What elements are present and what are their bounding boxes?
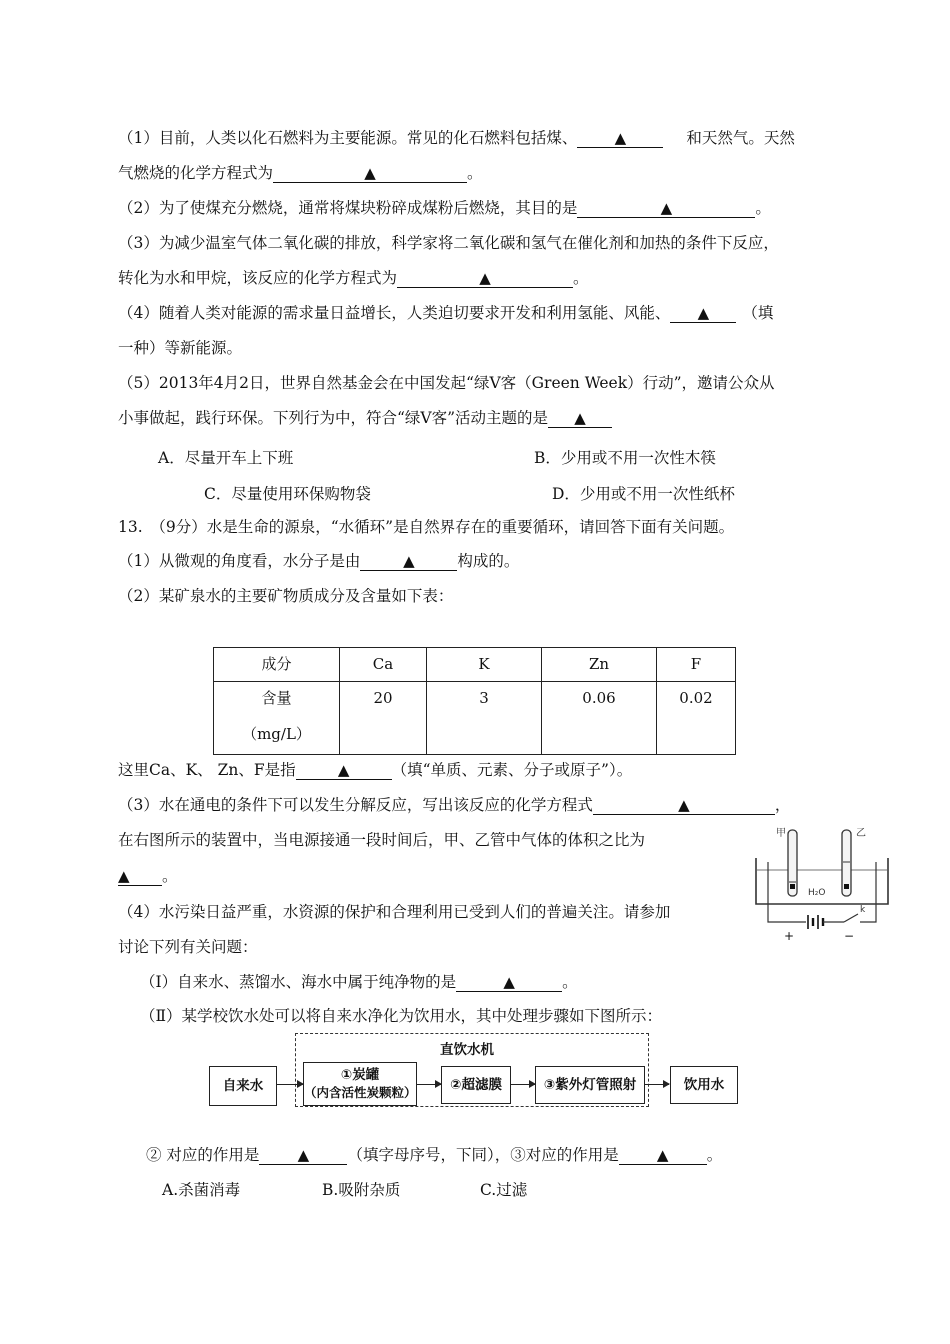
q13-p4-line1: （4）水污染日益严重，水资源的保护和合理利用已受到人们的普遍关注。请参加 bbox=[118, 903, 671, 921]
table-cell: 0.06 bbox=[542, 682, 657, 755]
table-row-label: 含量 （mg/L） bbox=[214, 682, 340, 755]
q13-part-i: （Ⅰ）自来水、蒸馏水、海水中属于纯净物的是 ▲ 。 bbox=[140, 973, 578, 991]
mineral-table bbox=[213, 647, 736, 755]
answer-blank[interactable]: ▲ bbox=[577, 129, 663, 148]
q13-p3-line3: ▲ 。 bbox=[118, 867, 178, 885]
answer-blank[interactable]: ▲ bbox=[548, 409, 612, 428]
q13-roles: ② 对应的作用是 ▲ （填字母序号，下同），③对应的作用是 ▲ 。 bbox=[146, 1146, 723, 1164]
q12-p5-line2: 小事做起，践行环保。下列行为中，符合“绿V客”活动主题的是 ▲ bbox=[118, 408, 612, 428]
uv-lamp-box: ③紫外灯管照射 bbox=[535, 1066, 645, 1104]
q12-p3-line2: 转化为水和甲烷，该反应的化学方程式为 ▲ 。 bbox=[118, 269, 589, 287]
flow-arrow bbox=[645, 1084, 669, 1085]
answer-blank[interactable]: ▲ bbox=[670, 304, 736, 323]
wire-left bbox=[768, 862, 782, 922]
tube-jia-label: 甲 bbox=[776, 828, 786, 839]
answer-blank[interactable]: ▲ bbox=[619, 1146, 707, 1165]
flow-arrow bbox=[417, 1084, 441, 1085]
q13-option-c[interactable]: C.过滤 bbox=[480, 1181, 528, 1199]
table-header-cell: Ca bbox=[340, 648, 427, 682]
switch-k bbox=[844, 914, 858, 922]
table-header-cell: 成分 bbox=[214, 648, 340, 682]
plus-sign: + bbox=[784, 929, 795, 943]
q12-option-b[interactable]: B．少用或不用一次性木筷 bbox=[534, 449, 716, 467]
table-cell: 20 bbox=[340, 682, 427, 755]
q12-option-a[interactable]: A．尽量开车上下班 bbox=[158, 449, 294, 467]
table-header-cell: Zn bbox=[542, 648, 657, 682]
carbon-tank-box: ①炭罐 （内含活性炭颗粒） bbox=[303, 1062, 417, 1106]
ultrafiltration-box: ②超滤膜 bbox=[441, 1066, 511, 1104]
tube-yi-label: 乙 bbox=[856, 828, 866, 839]
q13-option-a[interactable]: A.杀菌消毒 bbox=[162, 1181, 241, 1199]
machine-label: 直饮水机 bbox=[440, 1042, 494, 1058]
q12-p3-line1: （3）为减少温室气体二氧化碳的排放，科学家将二氧化碳和氢气在催化剂和加热的条件下反应， bbox=[118, 234, 779, 252]
tap-water-box: 自来水 bbox=[209, 1066, 277, 1106]
answer-blank[interactable]: ▲ bbox=[360, 552, 457, 571]
q12-option-c[interactable]: C．尽量使用环保购物袋 bbox=[204, 485, 371, 503]
q12-p4-line2: 一种）等新能源。 bbox=[118, 339, 243, 357]
answer-blank[interactable]: ▲ bbox=[456, 973, 562, 992]
q13-option-b[interactable]: B.吸附杂质 bbox=[322, 1181, 401, 1199]
q13-p2-after: 这里Ca、K、 Zn、F是指 ▲ （填“单质、元素、分子或原子”）。 bbox=[118, 761, 633, 779]
q13-p2: （2）某矿泉水的主要矿物质成分及含量如下表： bbox=[118, 587, 454, 605]
q12-p2: （2）为了使煤充分燃烧，通常将煤块粉碎成煤粉后燃烧，其目的是 ▲ 。 bbox=[118, 199, 771, 217]
q13-part-ii: （Ⅱ）某学校饮水处可以将自来水净化为饮用水，其中处理步骤如下图所示： bbox=[140, 1007, 663, 1025]
q12-p5-line1: （5）2013年4月2日，世界自然基金会在中国发起“绿V客（Green Week）行动”，邀请公众从 bbox=[118, 374, 775, 392]
q13-p3-line2: 在右图所示的装置中，当电源接通一段时间后，甲、乙管中气体的体积之比为 bbox=[118, 831, 646, 849]
q13-p4-line2: 讨论下列有关问题： bbox=[118, 938, 258, 956]
answer-blank[interactable]: ▲ bbox=[397, 269, 573, 288]
q12-p1-line1: （1）目前，人类以化石燃料为主要能源。常见的化石燃料包括煤、 ▲ 和天然气。天然 bbox=[118, 129, 795, 147]
answer-blank[interactable]: ▲ bbox=[259, 1146, 347, 1165]
q12-option-d[interactable]: D．少用或不用一次性纸杯 bbox=[552, 485, 735, 503]
minus-sign: − bbox=[844, 929, 855, 943]
electrode-left bbox=[790, 884, 795, 889]
electrode-right bbox=[844, 884, 849, 889]
answer-blank[interactable]: ▲ bbox=[118, 867, 162, 886]
water-label: H₂O bbox=[808, 888, 826, 898]
table-cell: 0.02 bbox=[657, 682, 736, 755]
answer-blank[interactable]: ▲ bbox=[593, 796, 775, 815]
answer-blank[interactable]: ▲ bbox=[296, 761, 392, 780]
switch-label: k bbox=[860, 905, 866, 915]
flow-arrow bbox=[511, 1084, 535, 1085]
answer-blank[interactable]: ▲ bbox=[577, 199, 755, 218]
drinking-water-box: 饮用水 bbox=[670, 1066, 738, 1104]
table-header-cell: K bbox=[427, 648, 542, 682]
q13-heading: 13. （9分）水是生命的源泉，“水循环”是自然界存在的重要循环，请回答下面有关问题。 bbox=[118, 518, 735, 536]
q12-p4-line1: （4）随着人类对能源的需求量日益增长，人类迫切要求开发和利用氢能、风能、 ▲ （填 bbox=[118, 304, 774, 322]
q13-p1: （1）从微观的角度看，水分子是由 ▲ 构成的。 bbox=[118, 552, 520, 570]
answer-blank[interactable]: ▲ bbox=[273, 164, 467, 183]
q13-p3-line1: （3）水在通电的条件下可以发生分解反应，写出该反应的化学方程式 ▲ ， bbox=[118, 796, 791, 814]
table-cell: 3 bbox=[427, 682, 542, 755]
q12-p1-line2: 气燃烧的化学方程式为 ▲ 。 bbox=[118, 164, 483, 182]
table-header-cell: F bbox=[657, 648, 736, 682]
flow-arrow bbox=[276, 1084, 303, 1085]
electrolysis-apparatus bbox=[748, 822, 898, 948]
